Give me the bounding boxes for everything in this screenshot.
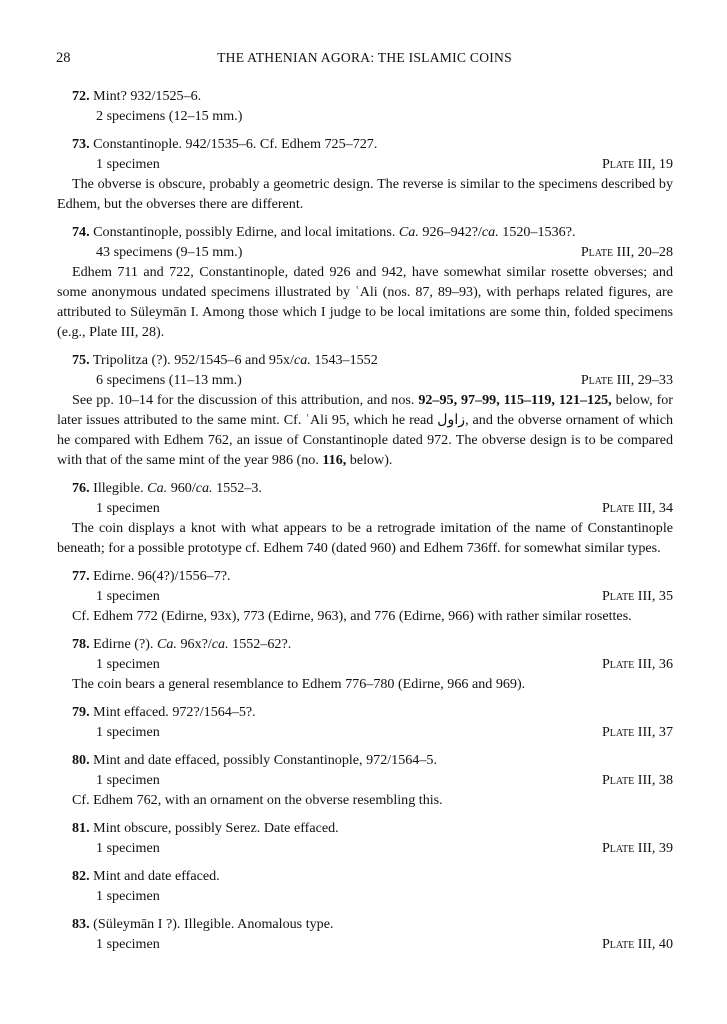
plate-number: III, 38 xyxy=(637,772,673,788)
plate-reference xyxy=(581,370,673,390)
catalogue-entry-80 xyxy=(72,750,673,810)
specimen-line xyxy=(72,722,673,742)
catalogue-entry-74 xyxy=(57,222,673,342)
entry-number: 73. xyxy=(72,136,90,152)
plate-label: Plate xyxy=(580,244,614,260)
catalogue-entry-77 xyxy=(72,566,673,626)
cross-reference-number: 116, xyxy=(322,452,347,468)
entry-date-hijri: 96x?/ xyxy=(180,636,212,652)
plate-label: Plate xyxy=(601,840,635,856)
entry-number: 78. xyxy=(72,636,90,652)
entry-description: The coin displays a knot with what appears to be a retrograde imitation of the name of Constantinople beneath; for a possible prototype cf. Edhem 740 (dated 960) and Edhem 736ff. for somewhat similar types. xyxy=(57,520,673,556)
description-text: below). xyxy=(349,452,393,468)
circa-abbrev: ca. xyxy=(293,352,311,368)
entry-date-ad: 1552–3. xyxy=(216,480,262,496)
specimen-count: 1 specimen xyxy=(96,888,160,904)
plate-number: III, 39 xyxy=(637,840,673,856)
specimen-count: 1 specimen xyxy=(96,500,160,516)
specimen-line xyxy=(72,106,673,126)
entry-number: 75. xyxy=(72,352,90,368)
plate-label: Plate xyxy=(580,372,614,388)
plate-reference xyxy=(602,722,673,742)
specimen-count: 1 specimen xyxy=(96,156,160,172)
circa-abbrev: ca. xyxy=(195,480,213,496)
specimen-line xyxy=(72,886,673,906)
circa-abbrev: Ca. xyxy=(398,224,419,240)
entry-title-line xyxy=(72,134,673,154)
entry-description: The obverse is obscure, probably a geometric design. The reverse is similar to the specimens described by Edhem, but the obverses there are different. xyxy=(57,176,673,212)
entry-title-line xyxy=(72,86,673,106)
running-title: THE ATHENIAN AGORA: THE ISLAMIC COINS xyxy=(217,50,512,65)
entry-number: 80. xyxy=(72,752,90,768)
plate-number: III, 40 xyxy=(637,936,673,952)
specimen-count: 1 specimen xyxy=(96,936,160,952)
description-text: , and the obverse ornament of which he compared with Edhem 762, an issue of Constantinople dated 972. The obverse design is to be compared with that of the same mint of the year 986 (no. xyxy=(57,412,674,468)
page-header xyxy=(56,48,673,70)
specimen-line xyxy=(72,838,673,858)
catalogue-entry-81 xyxy=(72,818,673,858)
entry-title-line xyxy=(72,818,673,838)
cross-reference-numbers: 92–95, 97–99, 115–119, 121–125, xyxy=(418,392,612,408)
entry-date-ad: 1543–1552 xyxy=(314,352,378,368)
entry-number: 81. xyxy=(72,820,90,836)
plate-label: Plate xyxy=(601,936,635,952)
entry-number: 77. xyxy=(72,568,90,584)
entry-description: Cf. Edhem 772 (Edirne, 93x), 773 (Edirne, 963), and 776 (Edirne, 966) with rather similar rosettes. xyxy=(72,608,632,624)
entry-title: (Süleymān I ?). Illegible. Anomalous type. xyxy=(93,916,334,932)
catalogue-entry-78 xyxy=(72,634,673,694)
catalogue-entry-79 xyxy=(72,702,673,742)
entry-description xyxy=(57,390,673,470)
entry-title-line xyxy=(72,750,673,770)
entry-number: 79. xyxy=(72,704,90,720)
plate-label: Plate xyxy=(601,156,635,172)
entry-description: Cf. Edhem 762, with an ornament on the obverse resembling this. xyxy=(72,792,443,808)
description-text: See pp. 10–14 for the discussion of this attribution, and nos. xyxy=(72,392,415,408)
catalogue-entry-76 xyxy=(57,478,673,558)
plate-number: III, 19 xyxy=(637,156,673,172)
specimen-line xyxy=(72,370,673,390)
specimen-line xyxy=(72,586,673,606)
entry-title: Edirne. 96(4?)/1556–7?. xyxy=(93,568,231,584)
specimen-line xyxy=(72,498,673,518)
entry-title: Tripolitza (?). 952/1545–6 and 95x/ xyxy=(92,352,294,368)
entry-description: The coin bears a general resemblance to Edhem 776–780 (Edirne, 966 and 969). xyxy=(72,676,526,692)
plate-number: III, 37 xyxy=(637,724,673,740)
plate-label: Plate xyxy=(601,500,635,516)
entry-title: Mint obscure, possibly Serez. Date effaced. xyxy=(93,820,339,836)
specimen-count: 1 specimen xyxy=(96,724,160,740)
circa-abbrev: Ca. xyxy=(156,636,177,652)
entry-date-hijri: 926–942?/ xyxy=(422,224,482,240)
specimen-line xyxy=(72,934,673,954)
entry-title: Mint? 932/1525–6. xyxy=(93,88,202,104)
page-number: 28 xyxy=(56,50,71,66)
plate-label: Plate xyxy=(601,656,635,672)
plate-number: III, 29–33 xyxy=(616,372,673,388)
plate-label: Plate xyxy=(601,772,635,788)
entry-date-ad: 1552–62?. xyxy=(232,636,292,652)
specimen-count: 1 specimen xyxy=(96,772,160,788)
entry-title-line xyxy=(72,702,673,722)
plate-reference xyxy=(602,654,673,674)
entry-number: 83. xyxy=(72,916,90,932)
entry-title: Edirne (?). xyxy=(93,636,154,652)
specimen-line xyxy=(72,242,673,262)
catalogue-entry-73 xyxy=(57,134,673,214)
specimen-line xyxy=(72,654,673,674)
entry-title: Mint effaced. 972?/1564–5?. xyxy=(93,704,256,720)
plate-reference xyxy=(602,154,673,174)
specimen-line xyxy=(72,770,673,790)
description-text: below, for later issues attributed to the same mint. Cf. ʿAli 95, which he read xyxy=(57,392,673,428)
plate-number: III, 36 xyxy=(637,656,673,672)
entry-title: Illegible. xyxy=(93,480,144,496)
entry-title-line xyxy=(72,634,673,654)
plate-reference xyxy=(602,586,673,606)
specimen-count: 2 specimens (12–15 mm.) xyxy=(96,108,243,124)
specimen-count: 6 specimens (11–13 mm.) xyxy=(96,372,242,388)
circa-abbrev: ca. xyxy=(481,224,499,240)
entry-title-line xyxy=(72,914,673,934)
specimen-line xyxy=(72,154,673,174)
plate-label: Plate xyxy=(601,724,635,740)
entry-title-line xyxy=(72,866,673,886)
arabic-reading: زاول xyxy=(437,412,466,428)
catalogue-entry-72 xyxy=(72,86,673,126)
catalogue-entry-83 xyxy=(72,914,673,954)
circa-abbrev: Ca. xyxy=(147,480,168,496)
entry-number: 72. xyxy=(72,88,90,104)
catalogue-entry-82 xyxy=(72,866,673,906)
specimen-count: 1 specimen xyxy=(96,656,160,672)
entry-title: Constantinople. 942/1535–6. Cf. Edhem 725–727. xyxy=(93,136,378,152)
plate-label: Plate xyxy=(601,588,635,604)
plate-reference xyxy=(602,498,673,518)
specimen-count: 1 specimen xyxy=(96,588,160,604)
entry-date-hijri: 960/ xyxy=(170,480,196,496)
entry-number: 74. xyxy=(72,224,90,240)
catalogue-entries xyxy=(57,86,674,962)
entry-title: Mint and date effaced. xyxy=(93,868,220,884)
plate-number: III, 20–28 xyxy=(616,244,673,260)
entry-title-line xyxy=(72,222,673,242)
specimen-count: 1 specimen xyxy=(96,840,160,856)
plate-number: III, 34 xyxy=(637,500,673,516)
specimen-count: 43 specimens (9–15 mm.) xyxy=(96,244,243,260)
plate-reference xyxy=(602,934,673,954)
entry-title-line xyxy=(72,350,673,370)
entry-number: 76. xyxy=(72,480,90,496)
plate-reference xyxy=(602,838,673,858)
entry-title-line xyxy=(72,478,673,498)
entry-title: Mint and date effaced, possibly Constantinople, 972/1564–5. xyxy=(93,752,437,768)
catalogue-entry-75 xyxy=(57,350,674,470)
entry-number: 82. xyxy=(72,868,90,884)
entry-title: Constantinople, possibly Edirne, and local imitations. xyxy=(93,224,396,240)
plate-reference xyxy=(581,242,673,262)
circa-abbrev: ca. xyxy=(211,636,229,652)
plate-reference xyxy=(602,770,673,790)
entry-date-ad: 1520–1536?. xyxy=(502,224,576,240)
entry-title-line xyxy=(72,566,673,586)
entry-description: Edhem 711 and 722, Constantinople, dated 926 and 942, have somewhat similar rosette obverses; and some anonymous undated specimens illustrated by ʿAli (nos. 87, 89–93), with perhaps related figures, are attributed to Süleymān I. Among those which I judge to be local imitations are some thin, folded specimens (e.g., Plate III, 28). xyxy=(57,264,673,340)
plate-number: III, 35 xyxy=(637,588,673,604)
